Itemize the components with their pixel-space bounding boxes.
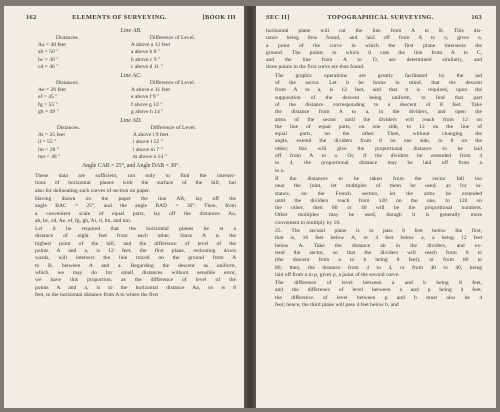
paragraph <box>26 173 236 195</box>
paragraph <box>26 226 236 299</box>
left-body-text <box>26 173 236 299</box>
text-line: tance being thus found, and laid off from A to o, gives o, <box>266 35 482 42</box>
level-cell: c above d 11 " <box>130 63 163 70</box>
text-line: and the line from A to D, are determined similarly, and <box>266 57 482 64</box>
col-distances-header: Distances. <box>55 80 80 87</box>
col-distances-header: Distances. <box>56 125 80 132</box>
distance-cell: cd = 46 " <box>38 63 59 70</box>
text-line: wards, will intersect the line traced on the ground from A <box>35 255 236 262</box>
text-line: and the difference of level between a and p being 4 feet, <box>275 287 482 294</box>
text-line: (the descent from a to b being 8 feet), or from 80 to <box>275 257 482 264</box>
table-row <box>26 139 236 146</box>
distance-cell: lm = 28 " <box>38 146 60 153</box>
col-level-header: Difference of Level. <box>150 125 197 132</box>
distance-cell: Ae = 28 feet <box>38 87 66 94</box>
page-number: 162 <box>26 14 37 21</box>
level-cell: i above l 12 " <box>132 139 163 146</box>
text-line: Other multiples may be used, though it is generally more <box>275 212 482 219</box>
distance-cell: fg = 55 " <box>38 101 58 108</box>
table-row <box>26 57 236 64</box>
text-line: to B, between A and a. Regarding the descent as uniform, <box>35 262 236 269</box>
paragraph <box>26 196 236 225</box>
text-line: the difference of level between p and b must also be 4 <box>275 294 482 301</box>
distance-cell: ef = 45 " <box>38 94 58 101</box>
text-line: the distance from A to a, in the dividers, and open the <box>275 109 482 116</box>
paragraph <box>266 73 482 175</box>
text-line: angle BAC = 25°, and the angle BAD = 30°. Then, from <box>35 203 236 210</box>
distance-cell: Aa = 40 feet <box>38 42 66 49</box>
table-row <box>26 109 236 116</box>
left-running-header <box>26 14 236 21</box>
running-head: TOPOGRAPHICAL SURVEYING. <box>327 14 434 21</box>
text-line: to 4, the proportional distance may be laid off from a <box>275 160 482 167</box>
text-line: also for delineating such curves of section on paper. <box>35 187 151 194</box>
text-line: These data are sufficient, not only to find the intersec- <box>35 173 236 180</box>
text-line: a convenient scale of equal parts, lay off the distances Aa, <box>35 210 236 217</box>
text-line: stance, on the French sectors, let the arms be extended <box>275 190 482 197</box>
text-line: equal parts, on the other. Then, without changing the <box>275 131 482 138</box>
col-level-header: Difference of Level. <box>149 35 196 41</box>
text-line: supposition of the descent being uniform, to find that part <box>275 94 482 101</box>
level-cell: A above e 11 feet <box>131 87 170 94</box>
distance-cell: mn = 48 " <box>38 153 61 160</box>
text-line: 25. The second plane is to pass 8 feet below the first, <box>275 228 482 235</box>
text-line: below A. Take the distance ab in the dividers, and ex- <box>275 242 482 249</box>
text-line: from A to a, is 12 feet, and that it is required, upon the <box>275 87 482 94</box>
table-title: Line AD. <box>120 118 142 125</box>
col-level-header: Difference of Level. <box>149 80 196 87</box>
book-label: [BOOK III <box>202 14 236 21</box>
level-cell: g above h 14 " <box>131 108 164 115</box>
table-row <box>26 102 236 109</box>
page-number: 163 <box>471 14 482 21</box>
text-line: points A and a, is 12 feet, the first plane, reckoning down <box>35 248 236 255</box>
text-line: convenient to multiply by 10. <box>275 219 341 226</box>
paragraph <box>266 280 482 309</box>
table-row <box>26 64 236 71</box>
text-line: Having drawn on the paper the line AB, lay off the <box>35 195 236 202</box>
text-line: horizontal plane will cut the line from A to B. This dis- <box>266 28 482 34</box>
text-line: If the distances to be taken from the sector fall too <box>275 175 482 182</box>
table-title: Line AB. <box>120 28 142 34</box>
text-line: that is, 16 feet below A, or 4 feet below a, a being 12 feet <box>275 235 482 242</box>
left-page <box>4 6 244 408</box>
distance-cell: bc = 30 " <box>38 56 59 63</box>
level-cell: e above f 9 " <box>131 94 160 101</box>
text-line: near the joint, let multiples of them be used; as for in- <box>275 183 482 190</box>
text-line: ground. The points in which it cuts the line from A to C, <box>266 49 482 56</box>
text-line: arms of the sector until the dividers will reach from 12 on <box>275 116 482 123</box>
distance-cell: ab = 50 " <box>38 49 59 56</box>
text-line: Let it be required that the horizontal planes be at a <box>35 226 236 233</box>
text-line: laid off from a to p, gives p, a point of the second curve. <box>275 271 400 278</box>
text-line: a point of the curve in which the first plane intersects the <box>266 42 482 49</box>
text-line: distance of eight feet from each other. Since A is the <box>35 233 236 240</box>
section-label: SEC II] <box>266 14 290 21</box>
text-line: The graphic operations are greatly facilitated by the aid <box>275 72 482 79</box>
text-line: tend the sector, so that the dividers will reach from 8 to <box>275 249 482 256</box>
level-cell: b above c 9 " <box>130 56 161 63</box>
paragraph <box>266 176 482 227</box>
survey-tables <box>26 28 236 161</box>
level-table <box>26 80 236 116</box>
running-head: ELEMENTS OF SURVEYING. <box>72 14 167 21</box>
distance-cell: gh = 49 " <box>38 108 59 115</box>
text-line: points A and a, is to the horizontal distance Aa, so is 8 <box>35 284 236 291</box>
book-gutter <box>244 6 256 408</box>
paragraph <box>266 228 482 279</box>
right-running-header <box>266 14 482 21</box>
text-line: until the dividers reach from 120 on the one, to 120 on <box>275 197 482 204</box>
text-line: the line of equal parts, on one side, to 12 on the line of <box>275 123 482 130</box>
table-title: Line AC. <box>120 73 142 80</box>
table-row <box>26 147 236 154</box>
level-cell: m above n 14 " <box>132 153 167 160</box>
distance-cell: il = 55 " <box>38 139 57 146</box>
text-line: feet, to the horizontal distance from A to where the first <box>35 291 159 298</box>
text-line: three points in the first curve are thus found. <box>266 64 365 71</box>
text-line: of the distance corresponding to a descent of 8 feet. Take <box>275 101 482 108</box>
paragraph <box>266 28 482 72</box>
text-line: to o. <box>275 167 285 174</box>
table-row <box>26 49 236 56</box>
table-row <box>26 132 236 139</box>
text-line: off from A to o. Or, if the dividers be extended from 4 <box>275 153 482 160</box>
text-line: 80; then, the distance from 4 to 4, or from 40 to 40, being <box>275 264 482 271</box>
level-cell: a above b 8 " <box>130 49 161 56</box>
distance-cell: Ai = 25 feet <box>38 132 65 139</box>
right-page <box>256 6 496 408</box>
text-line: ab, bc, cd, Ae, ef, fg, gh, Ai, il, lm, and mn. <box>35 217 132 224</box>
right-body-text <box>266 28 482 309</box>
table-row <box>26 154 236 161</box>
text-line: which we may do for small distances without sensible error, <box>35 269 236 276</box>
text-line: of the sector. Let it be borne in mind, that the descent <box>275 80 482 87</box>
text-line: feet; hence, the third plane will pass 4 feet below b, and <box>275 301 399 308</box>
angle-line: Angle CAB = 25°, and Angle DAB = 30°. <box>82 163 180 170</box>
text-line: highest point of the hill, and the difference of level of the <box>35 240 236 247</box>
text-line: the other, then 80 or 40 will be the proportional numbers. <box>275 205 482 212</box>
text-line: we have this proportion; as the difference of level of the <box>35 277 236 284</box>
level-cell: f above g 12 " <box>131 101 163 108</box>
level-table <box>26 35 236 71</box>
text-line: angle, extend the dividers from 8 on one side, to 8 on the <box>275 138 482 145</box>
text-line: other; this will give the proportional distance to be laid <box>275 145 482 152</box>
table-row <box>26 42 236 49</box>
level-cell: l above m 7 " <box>132 146 163 153</box>
col-distances-header: Distances. <box>55 35 80 41</box>
level-cell: A above i 9 feet <box>132 132 169 139</box>
level-cell: A above a 12 feet <box>130 42 171 49</box>
text-line: tions of horizontal planes with the surface of the hill, but <box>35 180 236 187</box>
level-table <box>26 125 236 161</box>
text-line: The difference of level between a and b being 8 feet, <box>275 280 482 287</box>
table-row <box>26 94 236 101</box>
